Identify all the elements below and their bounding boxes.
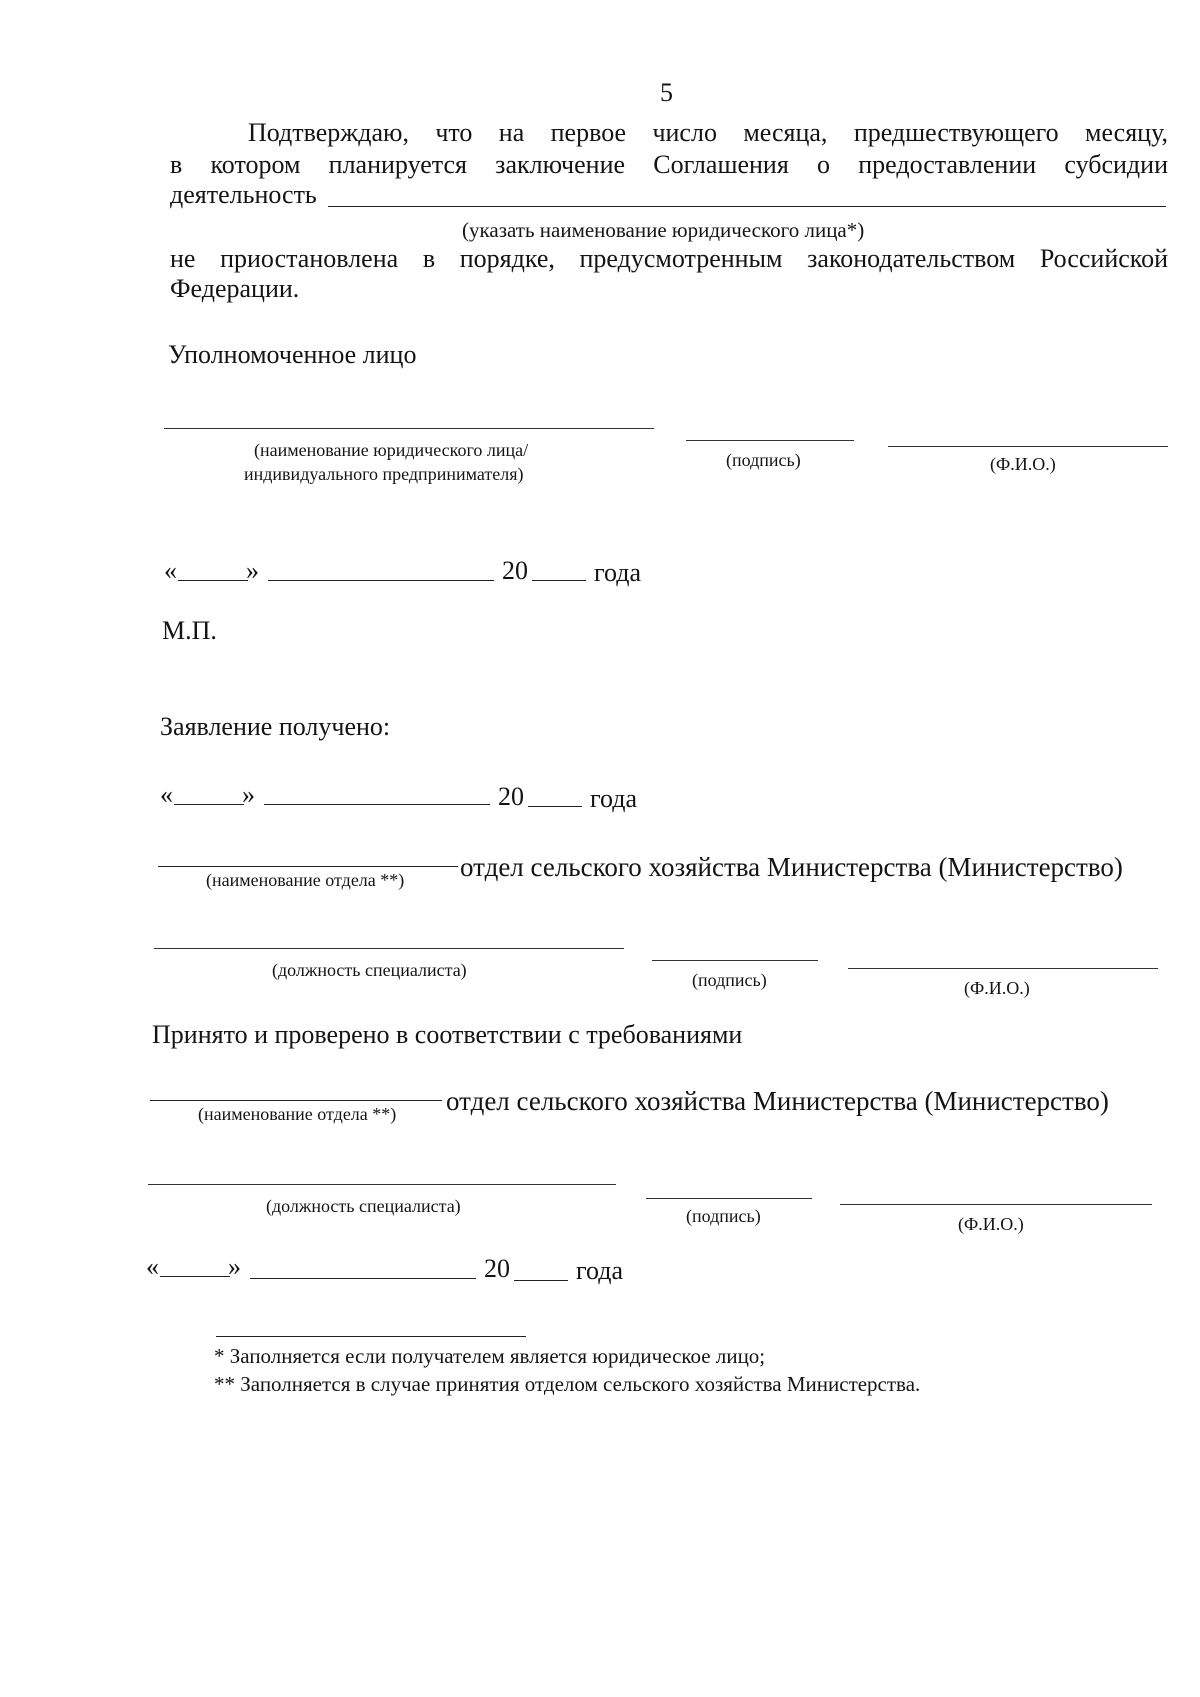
received-caption-fio: (Ф.И.О.) bbox=[964, 978, 1030, 998]
checked-date-year-prefix: 20 bbox=[484, 1254, 510, 1283]
checked-dept-field bbox=[150, 1100, 442, 1101]
received-date-close-quote: » bbox=[242, 780, 255, 809]
page-number: 5 bbox=[660, 78, 673, 107]
confirm-line-1: Подтверждаю, что на первое число месяца, предшествующего месяцу, bbox=[248, 118, 1168, 147]
checked-dept-text: отдел сельского хозяйства Министерства (Министерство) bbox=[446, 1086, 1109, 1116]
checked-dept-caption: (наименование отдела **) bbox=[198, 1104, 397, 1124]
received-fio-field bbox=[848, 968, 1158, 969]
received-date-year-field bbox=[528, 806, 582, 807]
date-1-year-word: года bbox=[594, 558, 642, 587]
received-date-year-word: года bbox=[590, 784, 638, 813]
date-1-open-quote: « bbox=[164, 556, 177, 585]
date-1-month-field bbox=[268, 580, 494, 581]
entity-name-caption: (указать наименование юридического лица*) bbox=[462, 218, 865, 242]
authorized-fio-field bbox=[888, 446, 1168, 447]
date-1-year-prefix: 20 bbox=[502, 556, 528, 585]
checked-caption-fio: (Ф.И.О.) bbox=[958, 1214, 1024, 1234]
authorized-name-field bbox=[164, 428, 654, 429]
authorized-heading: Уполномоченное лицо bbox=[168, 340, 417, 369]
authorized-caption-name-2: индивидуального предпринимателя) bbox=[244, 464, 524, 484]
received-caption-signature: (подпись) bbox=[692, 970, 767, 990]
checked-heading: Принято и проверено в соответствии с требованиями bbox=[152, 1020, 743, 1049]
received-dept-text: отдел сельского хозяйства Министерства (Министерство) bbox=[460, 852, 1123, 882]
authorized-caption-signature: (подпись) bbox=[726, 450, 801, 470]
checked-date-year-word: года bbox=[576, 1256, 624, 1285]
checked-position-field bbox=[148, 1184, 616, 1185]
seal-mark: М.П. bbox=[162, 616, 217, 645]
received-date-year-prefix: 20 bbox=[498, 782, 524, 811]
authorized-caption-fio: (Ф.И.О.) bbox=[990, 454, 1056, 474]
checked-date-close-quote: » bbox=[228, 1252, 241, 1281]
footnote-separator bbox=[216, 1336, 526, 1337]
authorized-caption-name-1: (наименование юридического лица/ bbox=[254, 440, 529, 460]
checked-caption-position: (должность специалиста) bbox=[266, 1196, 461, 1216]
date-1-day-field bbox=[178, 580, 248, 581]
received-dept-caption: (наименование отдела **) bbox=[206, 870, 405, 890]
received-caption-position: (должность специалиста) bbox=[272, 960, 467, 980]
checked-date-month-field bbox=[250, 1278, 476, 1279]
checked-signature-field bbox=[646, 1198, 812, 1199]
footnote-2: ** Заполняется в случае принятия отделом сельского хозяйства Министерства. bbox=[214, 1372, 921, 1396]
checked-date-open-quote: « bbox=[146, 1252, 159, 1281]
date-1-close-quote: » bbox=[246, 556, 259, 585]
received-dept-field bbox=[158, 866, 458, 867]
authorized-signature-field bbox=[686, 440, 854, 441]
received-signature-field bbox=[652, 960, 818, 961]
received-heading: Заявление получено: bbox=[160, 712, 391, 741]
checked-date-day-field bbox=[160, 1276, 230, 1277]
confirm-line-3-prefix: деятельность bbox=[170, 180, 317, 209]
checked-date-year-field bbox=[514, 1280, 568, 1281]
confirm-line-5: Федерации. bbox=[170, 274, 300, 303]
checked-caption-signature: (подпись) bbox=[686, 1206, 761, 1226]
entity-name-field bbox=[328, 206, 1166, 207]
footnote-1: * Заполняется если получателем является юридическое лицо; bbox=[214, 1344, 766, 1368]
received-position-field bbox=[154, 948, 624, 949]
date-1-year-field bbox=[532, 580, 586, 581]
received-date-open-quote: « bbox=[160, 780, 173, 809]
received-date-day-field bbox=[174, 804, 244, 805]
confirm-line-2: в котором планируется заключение Соглашения о предоставлении субсидии bbox=[170, 150, 1168, 179]
checked-fio-field bbox=[840, 1204, 1152, 1205]
received-date-month-field bbox=[264, 804, 490, 805]
confirm-line-4: не приостановлена в порядке, предусмотренным законодательством Российской bbox=[170, 244, 1168, 273]
